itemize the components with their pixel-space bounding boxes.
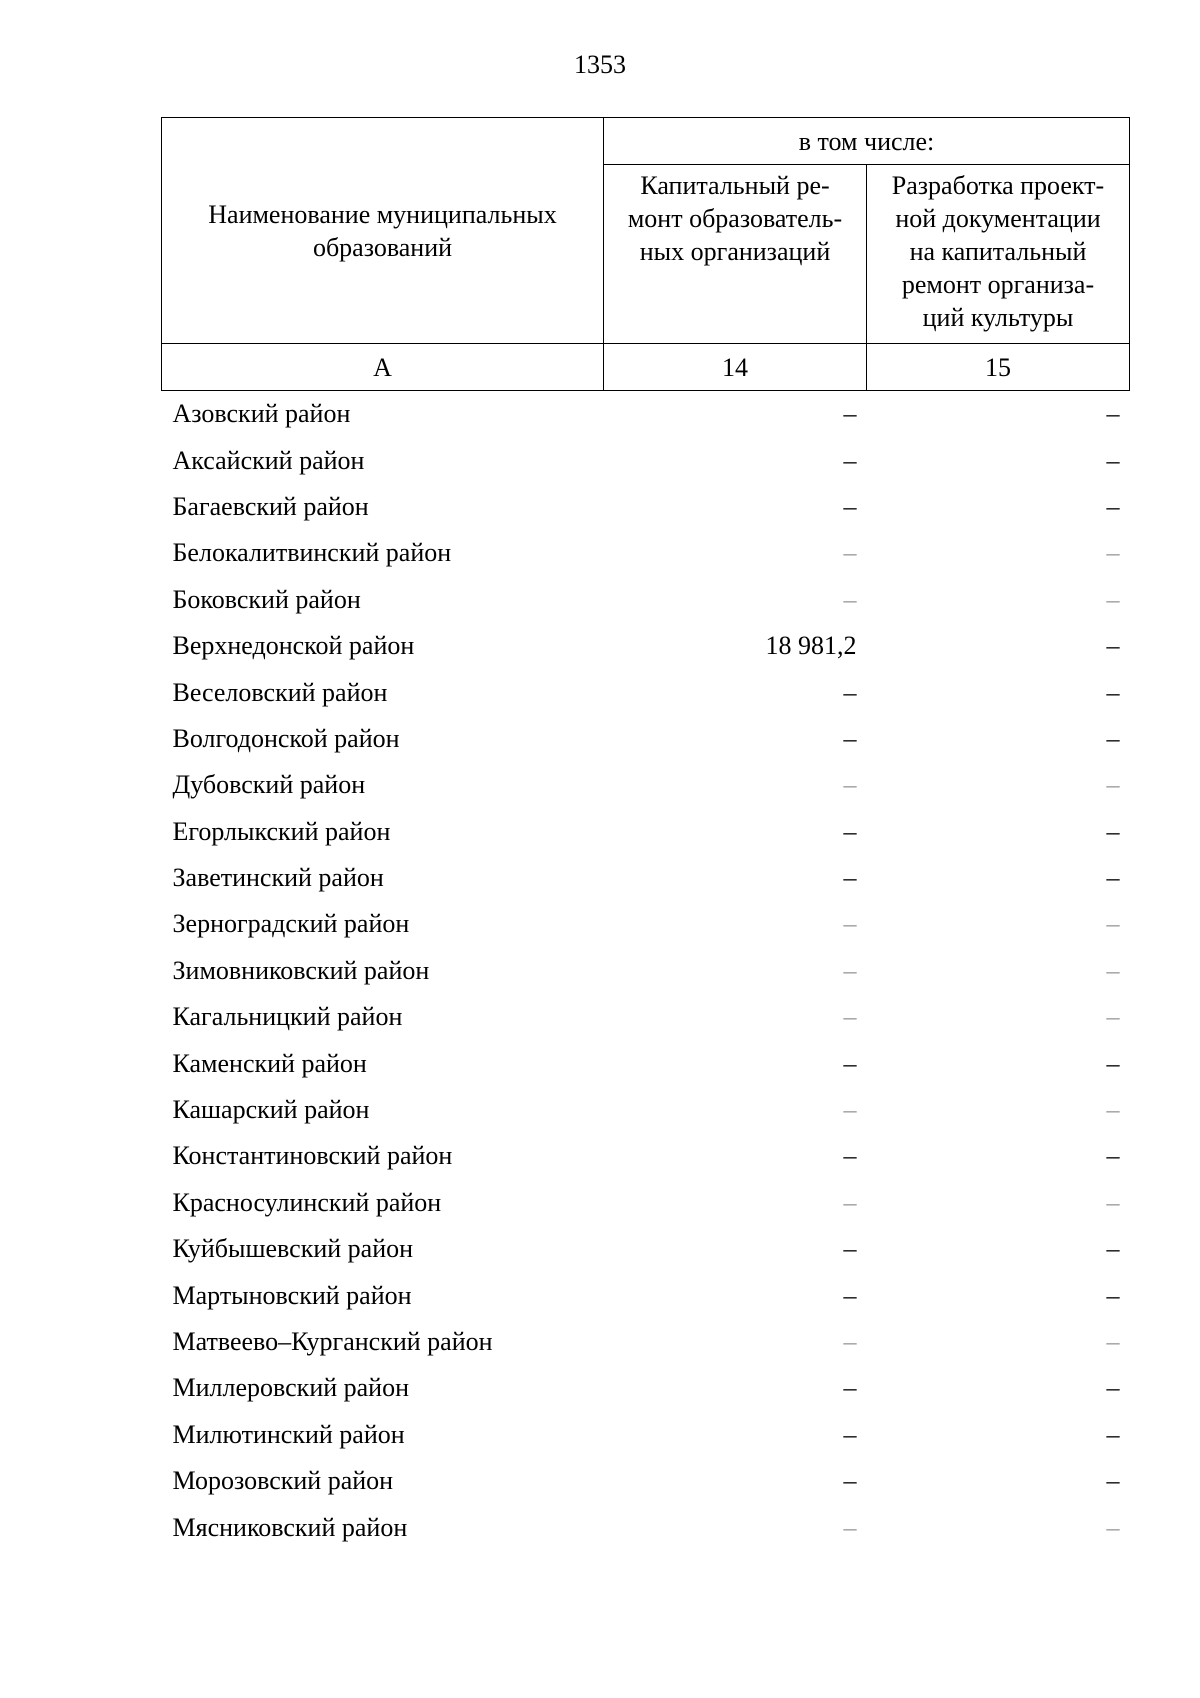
column-index-15: 15: [867, 344, 1130, 391]
table-row: [162, 1458, 1130, 1504]
table-row: [162, 809, 1130, 855]
municipality-name: Егорлыкский район: [172, 816, 391, 846]
table-row: [162, 669, 1130, 715]
municipality-name: Зерноградский район: [172, 909, 410, 939]
value-col-15: –: [1106, 1234, 1120, 1264]
municipality-name: Кашарский район: [172, 1095, 370, 1125]
table-row: [162, 1319, 1130, 1365]
value-col-15: –: [1106, 1419, 1120, 1449]
value-col-15: –: [1106, 1095, 1120, 1125]
column-index-14: 14: [604, 344, 867, 391]
municipality-name: Морозовский район: [172, 1466, 394, 1496]
value-col-14: –: [843, 1002, 857, 1032]
value-col-14: –: [843, 677, 857, 707]
municipality-name: Милютинский район: [172, 1419, 405, 1449]
value-col-15: –: [1106, 1002, 1120, 1032]
municipality-name: Дубовский район: [172, 770, 366, 800]
value-col-15: –: [1106, 1187, 1120, 1217]
value-col-14: –: [843, 491, 857, 521]
value-col-14: –: [843, 723, 857, 753]
header-col-14-title: [604, 165, 867, 344]
table-row: [162, 623, 1130, 669]
table-body: [162, 391, 1130, 1551]
municipality-name: Веселовский район: [172, 677, 388, 707]
value-col-15: –: [1106, 445, 1120, 475]
table-row: [162, 391, 1130, 438]
value-col-14: –: [843, 955, 857, 985]
municipality-name: Заветинский район: [172, 863, 384, 893]
municipality-name: Константиновский район: [172, 1141, 453, 1171]
value-col-14: –: [843, 1373, 857, 1403]
value-col-14: 18 981,2: [765, 631, 857, 661]
table-row: [162, 1226, 1130, 1272]
value-col-15: –: [1106, 399, 1120, 429]
value-col-15: –: [1106, 491, 1120, 521]
municipality-name: Боковский район: [172, 584, 361, 614]
table-row: [162, 1412, 1130, 1458]
value-col-15: –: [1106, 1141, 1120, 1171]
municipality-name: Матвеево–Курганский район: [172, 1327, 493, 1356]
value-col-14: –: [843, 909, 857, 939]
municipality-name: Зимовниковский район: [172, 955, 430, 985]
municipality-name: Белокалитвинский район: [172, 538, 452, 568]
value-col-15: –: [1106, 1512, 1120, 1542]
table-row: [162, 577, 1130, 623]
table-row: [162, 1133, 1130, 1179]
table-row: [162, 901, 1130, 947]
value-col-14: –: [843, 1048, 857, 1078]
table-row: [162, 484, 1130, 530]
value-col-14: –: [843, 1234, 857, 1264]
budget-table: [161, 117, 1130, 1551]
value-col-15: –: [1106, 1327, 1120, 1356]
value-col-15: –: [1106, 631, 1120, 661]
value-col-14: –: [843, 1419, 857, 1449]
value-col-14: –: [843, 1466, 857, 1496]
table-row: [162, 716, 1130, 762]
value-col-14: –: [843, 1187, 857, 1217]
value-col-15: –: [1106, 770, 1120, 800]
municipality-name: Миллеровский район: [172, 1373, 410, 1403]
value-col-15: –: [1106, 955, 1120, 985]
municipality-name: Мясниковский район: [172, 1512, 408, 1542]
header-col-15-title: [867, 165, 1130, 344]
value-col-15: –: [1106, 816, 1120, 846]
value-col-14: –: [843, 1141, 857, 1171]
value-col-14: –: [843, 1095, 857, 1125]
value-col-15: –: [1106, 723, 1120, 753]
municipality-name: Волгодонской район: [172, 723, 400, 753]
municipality-name: Мартыновский район: [172, 1280, 412, 1310]
municipality-name: Куйбышевский район: [172, 1234, 414, 1264]
value-col-14: –: [843, 445, 857, 475]
municipality-name: Красносулинский район: [172, 1187, 442, 1217]
value-col-15: –: [1106, 1373, 1120, 1403]
municipality-name: Верхнедонской район: [172, 631, 415, 661]
table-row: [162, 1504, 1130, 1550]
table-row: [162, 762, 1130, 808]
municipality-name: Багаевский район: [172, 491, 369, 521]
value-col-15: –: [1106, 909, 1120, 939]
table-row: [162, 855, 1130, 901]
municipality-name: Каменский район: [172, 1048, 367, 1078]
page-number: 1353: [574, 50, 626, 79]
column-index-name: А: [162, 344, 604, 391]
table-row: [162, 1180, 1130, 1226]
table-row: [162, 1272, 1130, 1318]
table-row: [162, 1040, 1130, 1086]
table-row: [162, 437, 1130, 483]
header-municipality-name: Наименование муниципальных образований: [162, 118, 604, 344]
table-row: [162, 994, 1130, 1040]
value-col-15: –: [1106, 677, 1120, 707]
municipality-name: Азовский район: [172, 399, 351, 429]
table-row: [162, 948, 1130, 994]
table-header: [162, 118, 1130, 391]
value-col-14: –: [843, 584, 857, 614]
municipality-name: Кагальницкий район: [172, 1002, 403, 1032]
column-index-row: [162, 344, 1130, 391]
value-col-14: –: [843, 399, 857, 429]
value-col-14: –: [843, 863, 857, 893]
table-row: [162, 1087, 1130, 1133]
value-col-15: –: [1106, 1466, 1120, 1496]
municipality-name: Аксайский район: [172, 445, 365, 475]
header-including-group: в том числе:: [604, 118, 1130, 165]
value-col-15: –: [1106, 1048, 1120, 1078]
table-row: [162, 1365, 1130, 1411]
value-col-14: –: [843, 770, 857, 800]
value-col-15: –: [1106, 1280, 1120, 1310]
value-col-14: –: [843, 1327, 857, 1356]
value-col-14: –: [843, 538, 857, 568]
value-col-15: –: [1106, 584, 1120, 614]
value-col-14: –: [843, 1280, 857, 1310]
table-row: [162, 530, 1130, 576]
value-col-15: –: [1106, 863, 1120, 893]
header-col-14-text: Капитальный ре- монт образователь- ных организаций: [627, 171, 843, 266]
value-col-14: –: [843, 1512, 857, 1542]
value-col-15: –: [1106, 538, 1120, 568]
value-col-14: –: [843, 816, 857, 846]
header-col-15-text: Разработка проект- ной документации на капитальный ремонт организа- ций культуры: [891, 171, 1105, 332]
